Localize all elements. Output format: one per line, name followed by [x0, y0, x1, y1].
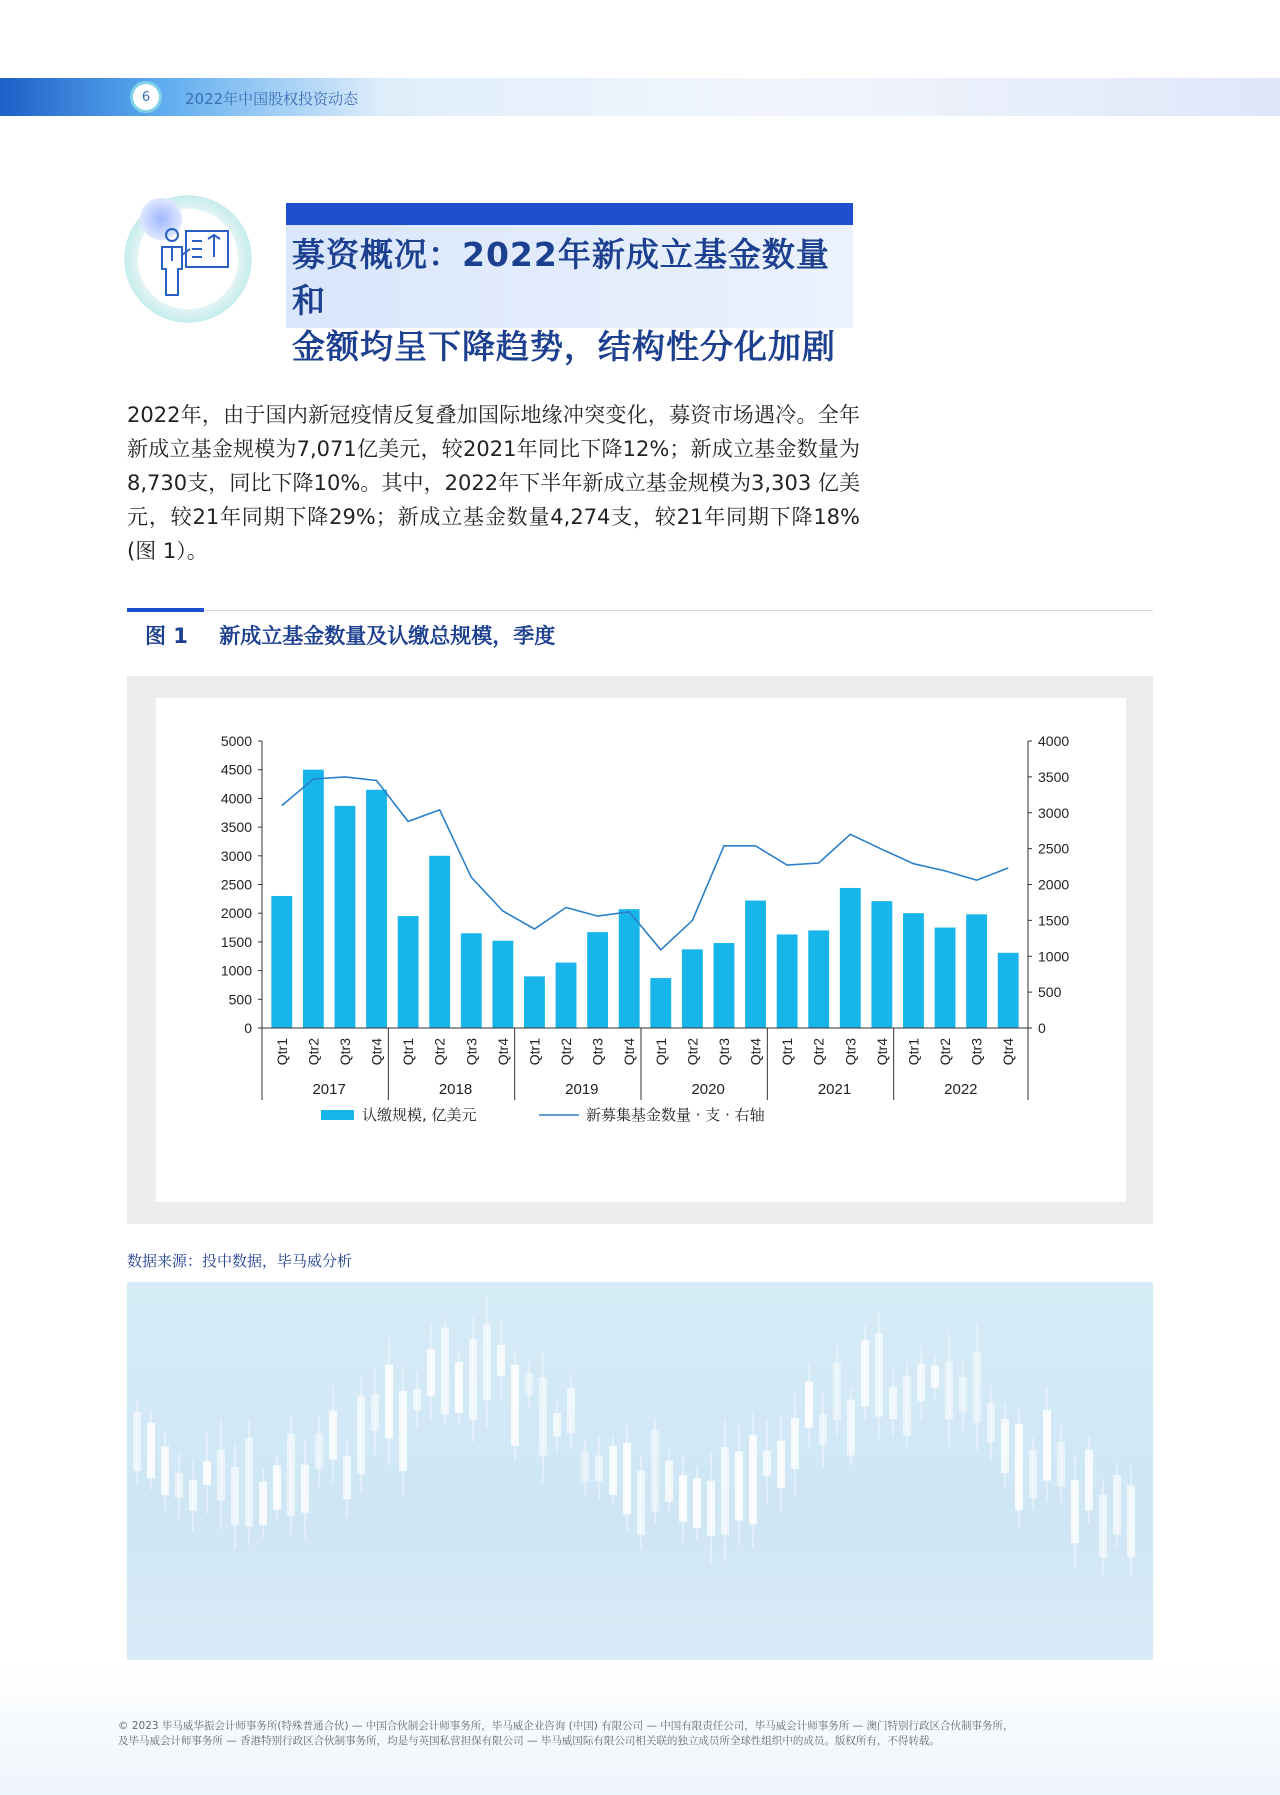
candle-body: [413, 1389, 421, 1411]
candle-body: [847, 1400, 855, 1456]
bar-subscribed-scale: [366, 790, 387, 1028]
bar-subscribed-scale: [966, 914, 987, 1028]
candle-body: [1015, 1424, 1023, 1510]
right-axis-tick-label: 1000: [1038, 948, 1070, 965]
candle-body: [273, 1465, 281, 1510]
bar-subscribed-scale: [398, 916, 419, 1028]
candle-body: [917, 1364, 925, 1402]
bar-subscribed-scale: [871, 901, 892, 1028]
candle-body: [483, 1324, 491, 1400]
x-quarter-label: Qtr3: [589, 1038, 606, 1066]
bar-subscribed-scale: [619, 909, 640, 1028]
candle-body: [903, 1376, 911, 1436]
bar-subscribed-scale: [335, 806, 356, 1028]
candle-body: [819, 1414, 827, 1445]
legend-bar-label: 认缴规模, 亿美元: [362, 1106, 477, 1124]
legend-bar-swatch: [321, 1110, 354, 1120]
footer-line-1: © 2023 毕马威华振会计师事务所(特殊普通合伙) — 中国合伙制会计师事务所，毕马威企业咨询 (中国) 有限公司 — 中国有限责任公司，毕马威会计师事务所 — 澳门特别行政区合伙制事务所，: [118, 1720, 1014, 1732]
candle-body: [973, 1352, 981, 1423]
bar-subscribed-scale: [303, 770, 324, 1028]
candle-body: [679, 1475, 687, 1521]
candle-body: [357, 1395, 365, 1474]
footer-line-2: 及毕马威会计师事务所 — 香港特别行政区合伙制事务所，均是与英国私营担保有限公司 — 毕马威国际有限公司相关联的独立成员所全球性组织中的成员。版权所有，不得转载。: [118, 1735, 940, 1747]
x-quarter-label: Qtr2: [810, 1038, 827, 1066]
candle-body: [1085, 1450, 1093, 1511]
figure-rule: [127, 610, 1153, 611]
candle-body: [1029, 1450, 1037, 1499]
candle-body: [343, 1456, 351, 1499]
candle-body: [245, 1438, 253, 1527]
left-axis-tick-label: 2000: [220, 905, 252, 922]
right-axis-tick-label: 3000: [1038, 804, 1070, 821]
candle-body: [567, 1388, 575, 1433]
x-quarter-label: Qtr2: [558, 1038, 575, 1066]
x-quarter-label: Qtr1: [652, 1038, 669, 1066]
bar-subscribed-scale: [556, 963, 577, 1028]
candle-body: [287, 1434, 295, 1516]
x-year-label: 2018: [438, 1081, 473, 1098]
x-quarter-label: Qtr2: [431, 1038, 448, 1066]
x-quarter-label: Qtr4: [1000, 1038, 1017, 1066]
right-axis-tick-label: 2500: [1038, 840, 1070, 857]
bar-subscribed-scale: [429, 856, 450, 1028]
right-axis-tick-label: 3500: [1038, 768, 1070, 785]
figure-rule-accent: [127, 608, 204, 612]
candle-body: [161, 1446, 169, 1495]
candle-body: [987, 1403, 995, 1443]
decorative-candlestick-background: [127, 1282, 1153, 1662]
bar-subscribed-scale: [935, 928, 956, 1028]
x-quarter-label: Qtr1: [779, 1038, 796, 1066]
candle-body: [399, 1391, 407, 1471]
candle-body: [637, 1470, 645, 1535]
right-axis-tick-label: 1500: [1038, 912, 1070, 929]
bar-subscribed-scale: [461, 933, 482, 1028]
presentation-icon: [150, 225, 230, 305]
copyright-footer: [118, 1719, 1178, 1749]
figure-caption: [145, 620, 555, 650]
x-quarter-label: Qtr3: [715, 1038, 732, 1066]
bar-subscribed-scale: [714, 943, 735, 1028]
bar-subscribed-scale: [777, 934, 798, 1028]
left-axis-tick-label: 1500: [220, 933, 252, 950]
bar-subscribed-scale: [840, 888, 861, 1028]
x-quarter-label: Qtr3: [463, 1038, 480, 1066]
candle-body: [749, 1435, 757, 1524]
candle-body: [1071, 1480, 1079, 1543]
candle-body: [777, 1441, 785, 1488]
right-axis-tick-label: 2000: [1038, 876, 1070, 893]
x-year-label: 2017: [312, 1081, 346, 1098]
x-quarter-label: Qtr4: [368, 1038, 385, 1066]
x-quarter-label: Qtr4: [621, 1038, 638, 1066]
candle-body: [427, 1349, 435, 1397]
candle-body: [455, 1362, 463, 1413]
candle-body: [203, 1461, 211, 1485]
x-quarter-label: Qtr2: [937, 1038, 954, 1066]
left-axis-tick-label: 5000: [220, 733, 252, 749]
x-quarter-label: Qtr3: [336, 1038, 353, 1066]
candle-body: [707, 1481, 715, 1536]
bar-subscribed-scale: [587, 932, 608, 1028]
section-title: [292, 232, 852, 370]
page-number: 6: [130, 81, 162, 113]
figure-title: 新成立基金数量及认缴总规模，季度: [219, 624, 556, 648]
candle-body: [1127, 1485, 1135, 1557]
candle-body: [259, 1482, 267, 1525]
bar-subscribed-scale: [492, 941, 513, 1028]
x-quarter-label: Qtr2: [305, 1038, 322, 1066]
right-axis-tick-label: 500: [1038, 984, 1062, 1001]
candle-body: [1057, 1442, 1065, 1487]
candle-body: [945, 1361, 953, 1420]
section-title-line2: 金额均呈下降趋势，结构性分化加剧: [292, 327, 836, 366]
candle-body: [595, 1455, 603, 1481]
bar-subscribed-scale: [682, 949, 703, 1028]
x-quarter-label: Qtr1: [273, 1038, 290, 1066]
left-axis-tick-label: 1000: [220, 962, 252, 979]
fund-chart: [156, 698, 1126, 1202]
candle-body: [147, 1423, 155, 1478]
candle-body: [693, 1478, 701, 1528]
x-quarter-label: Qtr4: [494, 1038, 511, 1066]
x-quarter-label: Qtr4: [873, 1038, 890, 1066]
x-quarter-label: Qtr1: [400, 1038, 417, 1066]
left-axis-tick-label: 3000: [220, 847, 252, 864]
x-year-label: 2019: [565, 1081, 599, 1098]
x-quarter-label: Qtr2: [684, 1038, 701, 1066]
legend-line-label: 新募集基金数量 · 支 · 右轴: [586, 1106, 765, 1124]
x-quarter-label: Qtr3: [968, 1038, 985, 1066]
candle-body: [959, 1377, 967, 1413]
candle-body: [511, 1365, 519, 1446]
candle-body: [1001, 1419, 1009, 1473]
candle-body: [875, 1333, 883, 1417]
candle-body: [1043, 1410, 1051, 1481]
candle-body: [861, 1340, 869, 1406]
candlestick-decoration: [127, 1282, 1153, 1662]
candle-body: [1099, 1495, 1107, 1558]
left-axis-tick-label: 3500: [220, 819, 252, 836]
candle-body: [553, 1413, 561, 1437]
candle-body: [315, 1433, 323, 1469]
bar-subscribed-scale: [745, 901, 766, 1028]
candle-body: [609, 1446, 617, 1495]
left-axis-tick-label: 4000: [220, 790, 252, 807]
left-axis-tick-label: 0: [244, 1020, 252, 1036]
candle-body: [525, 1373, 533, 1396]
x-quarter-label: Qtr1: [526, 1038, 543, 1066]
candle-body: [665, 1461, 673, 1502]
candle-body: [735, 1451, 743, 1520]
bar-subscribed-scale: [808, 930, 829, 1028]
candle-body: [301, 1465, 309, 1513]
bar-subscribed-scale: [271, 896, 292, 1028]
candle-body: [763, 1451, 771, 1476]
candle-body: [231, 1467, 239, 1526]
body-paragraph: 2022年，由于国内新冠疫情反复叠加国际地缘冲突变化，募资市场遇冷。全年新成立基金规模为7,071亿美元，较2021年同比下降12%；新成立基金数量为8,730支，同比下降10%。其中，2022年下半年新成立基金规模为3,303 亿美元，较21年同期下降29%；新成立基金数量4,274支，较21年同期下降18%(图 1）。: [127, 403, 860, 563]
candle-body: [371, 1394, 379, 1431]
candle-body: [469, 1339, 477, 1420]
figure-number: 图 1: [145, 624, 188, 648]
candle-body: [329, 1411, 337, 1460]
x-quarter-label: Qtr1: [905, 1038, 922, 1066]
x-year-label: 2021: [817, 1081, 852, 1098]
bar-subscribed-scale: [903, 913, 924, 1028]
x-year-label: 2022: [944, 1081, 978, 1098]
candle-body: [217, 1450, 225, 1501]
bar-subscribed-scale: [998, 953, 1019, 1028]
candle-body: [791, 1418, 799, 1469]
candle-body: [623, 1443, 631, 1515]
candle-body: [931, 1366, 939, 1388]
candle-body: [805, 1382, 813, 1428]
title-accent-bar: [286, 203, 853, 225]
right-axis-tick-label: 0: [1038, 1020, 1046, 1036]
candle-body: [651, 1430, 659, 1512]
candle-body: [441, 1327, 449, 1414]
candle-body: [889, 1387, 897, 1419]
candle-body: [189, 1480, 197, 1511]
document-title: 2022年中国股权投资动态: [185, 90, 359, 108]
candle-body: [1113, 1475, 1121, 1535]
candle-body: [721, 1447, 729, 1535]
left-axis-tick-label: 4500: [220, 761, 252, 778]
section-title-line1: 募资概况：2022年新成立基金数量和: [292, 235, 830, 320]
candle-body: [833, 1363, 841, 1420]
candle-body: [539, 1377, 547, 1455]
candle-body: [581, 1452, 589, 1482]
left-axis-tick-label: 2500: [220, 876, 252, 893]
bar-subscribed-scale: [524, 976, 545, 1028]
x-quarter-label: Qtr4: [747, 1038, 764, 1066]
candle-body: [133, 1412, 141, 1471]
candle-body: [175, 1473, 183, 1498]
right-axis-tick-label: 4000: [1038, 733, 1070, 749]
left-axis-tick-label: 500: [228, 991, 252, 1008]
x-year-label: 2020: [691, 1081, 725, 1098]
line-new-fund-count: [282, 777, 1008, 950]
candle-body: [385, 1365, 393, 1439]
x-quarter-label: Qtr3: [842, 1038, 859, 1066]
candle-body: [497, 1345, 505, 1376]
bar-subscribed-scale: [650, 978, 671, 1028]
data-source: 数据来源：投中数据，毕马威分析: [127, 1252, 353, 1270]
